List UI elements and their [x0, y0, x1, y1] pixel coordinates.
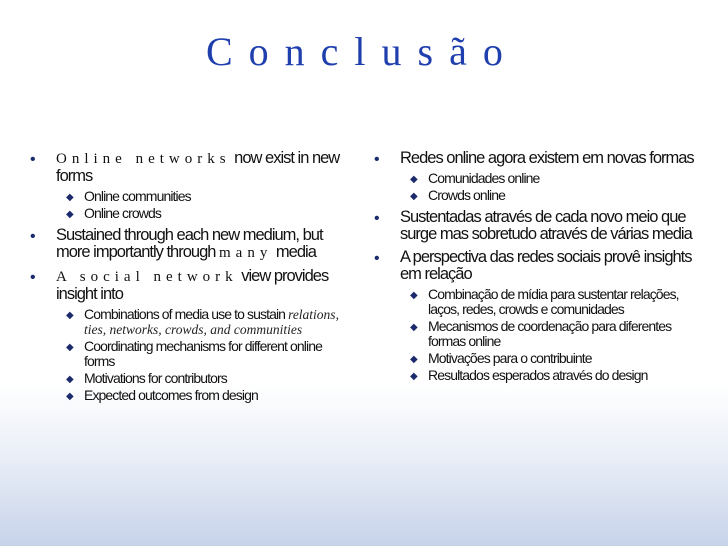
right-column: [370, 150, 710, 389]
left-subitem: [56, 189, 346, 204]
diamond-bullet-icon: ◆: [410, 354, 417, 365]
right-item-3-label: A perspectiva das redes sociais provê insights em relação: [400, 248, 692, 283]
right-subitem: [400, 171, 710, 186]
diamond-bullet-icon: ◆: [66, 391, 73, 402]
right-item-1: [370, 150, 710, 203]
left-item-3-spaced: A social network: [56, 269, 238, 285]
left-item-2: [26, 227, 346, 262]
bullet-icon: •: [374, 210, 379, 227]
diamond-bullet-icon: ◆: [410, 322, 417, 333]
left-subitem-label: Online communities: [84, 188, 191, 204]
right-subitem: [400, 287, 710, 317]
right-subitem: [400, 368, 710, 383]
right-subitem-label: Comunidades online: [428, 170, 540, 186]
left-item-3: [26, 268, 346, 403]
left-item-2-pre: Sustained through each new medium, but more importantly through: [56, 226, 323, 261]
left-subitem: [56, 339, 346, 369]
bullet-icon: •: [374, 151, 379, 168]
right-bullet-list: [370, 150, 710, 383]
left-bullet-list: [26, 150, 346, 403]
right-subitem-label: Resultados esperados através do design: [428, 367, 648, 383]
right-item-3-subitems: [400, 287, 710, 383]
diamond-bullet-icon: ◆: [410, 371, 417, 382]
right-subitem: [400, 188, 710, 203]
left-subitem: [56, 388, 346, 403]
left-subitem-label: Expected outcomes from design: [84, 387, 258, 403]
right-item-2-label: Sustentadas através de cada novo meio que surge mas sobretudo através de várias media: [400, 208, 692, 243]
left-item-1-rest: now exist in new forms: [56, 149, 340, 185]
bullet-icon: •: [30, 269, 35, 286]
diamond-bullet-icon: ◆: [66, 342, 73, 353]
left-item-1-spaced: Online networks: [56, 151, 231, 167]
left-item-2-post: media: [272, 243, 316, 261]
left-subitem-label: Combinations of media use to sustain: [84, 306, 289, 322]
left-subitem: [56, 206, 346, 221]
diamond-bullet-icon: ◆: [66, 310, 73, 321]
right-subitem: [400, 351, 710, 366]
right-subitem-label: Combinação de mídia para sustentar relações, laços, redes, crowds e comunidades: [428, 286, 679, 317]
left-item-3-subitems: [56, 307, 346, 403]
slide-title: Conclusão: [206, 29, 519, 74]
right-item-1-label: Redes online agora existem em novas formas: [400, 149, 694, 167]
left-subitem-italic: relations, ties, networks, crowds, and communities: [84, 307, 339, 337]
right-item-1-subitems: [400, 171, 710, 203]
diamond-bullet-icon: ◆: [66, 192, 73, 203]
right-subitem: [400, 319, 710, 349]
left-subitem-label: Coordinating mechanisms for different online forms: [84, 338, 322, 369]
diamond-bullet-icon: ◆: [410, 174, 417, 185]
right-subitem-label: Crowds online: [428, 187, 506, 203]
left-subitem: [56, 307, 346, 337]
bullet-icon: •: [30, 228, 35, 245]
left-item-3-rest: view provides insight into: [56, 267, 329, 303]
bullet-icon: •: [30, 151, 35, 168]
right-item-2: [370, 209, 710, 243]
diamond-bullet-icon: ◆: [66, 209, 73, 220]
left-item-2-spaced: many: [219, 245, 273, 261]
right-subitem-label: Motivações para o contribuinte: [428, 350, 592, 366]
diamond-bullet-icon: ◆: [66, 374, 73, 385]
left-subitem: [56, 371, 346, 386]
left-subitem-label: Online crowds: [84, 205, 162, 221]
right-item-3: [370, 249, 710, 383]
left-column: [26, 150, 346, 409]
left-item-1: [26, 150, 346, 221]
right-subitem-label: Mecanismos de coordenação para diferentes formas online: [428, 318, 672, 349]
diamond-bullet-icon: ◆: [410, 191, 417, 202]
left-item-1-subitems: [56, 189, 346, 221]
left-subitem-label: Motivations for contributors: [84, 370, 227, 386]
bullet-icon: •: [374, 250, 379, 267]
diamond-bullet-icon: ◆: [410, 290, 417, 301]
